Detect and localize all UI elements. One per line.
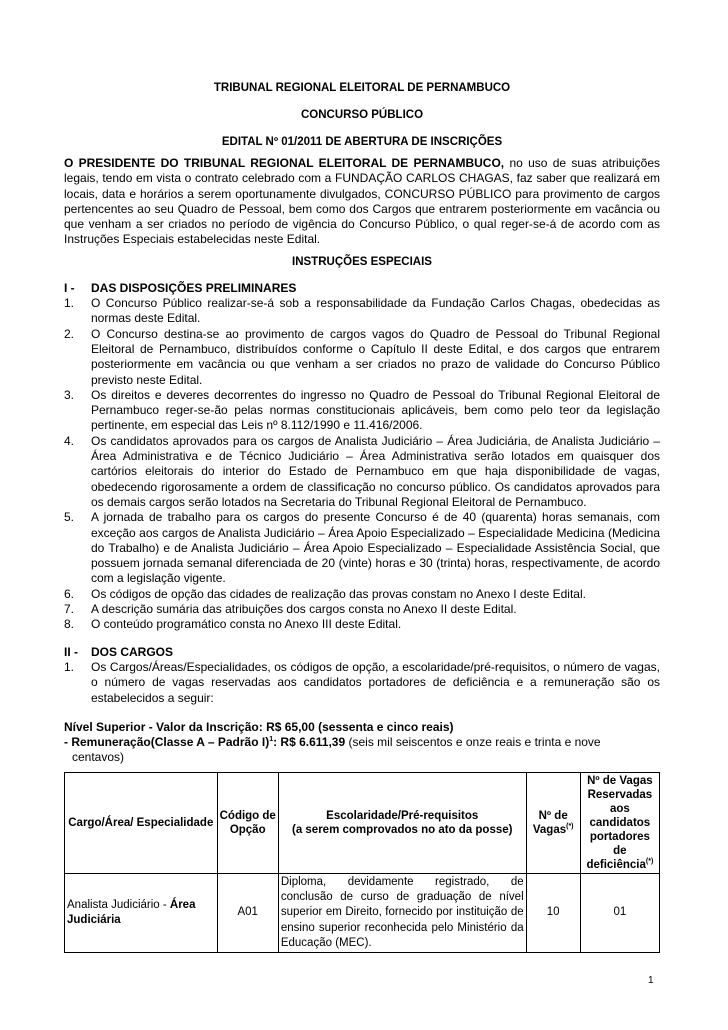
page-number: 1 — [648, 975, 654, 986]
item-number: 2. — [64, 326, 75, 341]
item-number: 7. — [64, 602, 75, 617]
header-cargo: Cargo/Área/ Especialidade — [65, 772, 218, 873]
remuneracao-text-cont: centavos) — [72, 750, 125, 765]
table-header-row — [65, 772, 660, 873]
item-text: A jornada de trabalho para os cargos do presente Concurso é de 40 (quarenta) horas semanais, com exceção aos cargos de Analista Judiciário – Área Apoio Especializado – Especialidade Medicina (Medicina do Trabalho) e de Analista Judiciário – Área Apoio Especializado – Especialidade Assistência Social, que possuem jornada semanal diferenciada de 20 (vinte) horas e 30 (trinta) horas, respectivamente, de acordo com a legislação vigente. — [91, 510, 660, 586]
list-item — [64, 510, 660, 586]
remuneracao-label: - Remuneração(Classe A – Padrão I) — [64, 735, 270, 750]
table-row — [65, 873, 660, 952]
list-item — [64, 617, 660, 632]
section-1-title — [64, 281, 660, 296]
item-number: 4. — [64, 433, 75, 448]
intro-text: no uso de suas atribuições legais, tendo em vista o contrato celebrado com a FUNDAÇÃO CARLOS CHAGAS, faz saber que realizará em locais, data e horários a serem oportunamente divulgados, CONCURSO PÚBLICO para provimento de cargos pertencentes ao seu Quadro de Pessoal, bem como dos Cargos que entrarem posteriormente em vacância ou que venham a ser criados no período de vigência do Concurso Público, o qual reger-se-á de acordo com as Instruções Especiais estabelecidas neste Edital. — [64, 156, 661, 247]
section-2-list — [64, 660, 660, 706]
item-number: 6. — [64, 586, 75, 601]
section-2-heading: DOS CARGOS — [91, 644, 174, 659]
list-item — [64, 296, 660, 327]
section-2-number: II - — [64, 644, 78, 659]
intro-paragraph — [64, 156, 660, 248]
cargo-bold: Área Judiciária — [67, 898, 196, 926]
section-2-title — [64, 645, 660, 660]
item-number: 3. — [64, 387, 75, 402]
item-text: O Concurso Público realizar-se-á sob a responsabilidade da Fundação Carlos Chagas, obedecidas as normas deste Edital. — [91, 296, 660, 326]
list-item — [64, 602, 660, 617]
nivel-superior-line: Nível Superior - Valor da Inscrição: R$ 65,00 (sessenta e cinco reais) — [64, 719, 454, 734]
cell-cargo — [65, 873, 218, 952]
section-1-number: I - — [64, 280, 75, 295]
cargos-table — [64, 772, 660, 953]
header-concurso: CONCURSO PÚBLICO — [300, 109, 424, 121]
intro-bold: O PRESIDENTE DO TRIBUNAL REGIONAL ELEITORAL DE PERNAMBUCO, — [64, 156, 505, 170]
item-number: 5. — [64, 510, 75, 525]
section-1-list — [64, 296, 660, 633]
list-item — [64, 587, 660, 602]
item-text: Os códigos de opção das cidades de realização das provas constam no Anexo I deste Edital. — [91, 586, 586, 601]
header-edital: EDITAL Nº 01/2011 DE ABERTURA DE INSCRIÇÕES — [221, 136, 503, 148]
cell-vagas: 10 — [526, 873, 580, 952]
item-number: 1. — [64, 296, 75, 311]
instructions-title: INSTRUÇÕES ESPECIAIS — [292, 255, 432, 268]
cell-escolaridade: Diploma, devidamente registrado, de conclusão de curso de graduação de nível superior em Direito, fornecido por instituição de ensino superior reconhecida pelo Ministério da Educação (MEC). — [278, 873, 526, 952]
item-text: O conteúdo programático consta no Anexo III deste Edital. — [91, 617, 402, 632]
header-reservadas-footnote: (*) — [645, 857, 654, 865]
header-reservadas-text: Nº de Vagas Reservadas aos candidatos portadores de deficiência — [586, 774, 653, 871]
item-text: Os Cargos/Áreas/Especialidades, os códigos de opção, a escolaridade/pré-requisitos, o número de vagas, o número de vagas reservadas aos candidatos portadores de deficiência e a remuneração são os estabelecidos a seguir: — [91, 659, 660, 705]
item-number: 8. — [64, 617, 75, 632]
cell-codigo: A01 — [217, 873, 278, 952]
header-vagas — [526, 772, 580, 873]
list-item — [64, 388, 660, 434]
header-reservadas — [580, 772, 659, 873]
list-item — [64, 660, 660, 706]
section-1-heading: DAS DISPOSIÇÕES PRELIMINARES — [91, 280, 297, 295]
cell-reservadas: 01 — [580, 873, 659, 952]
cargo-plain: Analista Judiciário - — [67, 898, 170, 911]
remuneracao-value: : R$ 6.611,39 — [273, 735, 346, 750]
header-codigo: Código de Opção — [217, 772, 278, 873]
header-escolaridade-note: (a serem comprovados no ato da posse) — [291, 823, 513, 836]
remuneracao-line — [64, 735, 660, 766]
header-vagas-line2: Vagas — [532, 823, 567, 836]
header-escolaridade — [278, 772, 526, 873]
list-item — [64, 434, 660, 510]
item-text: A descrição sumária das atribuições dos cargos consta no Anexo II deste Edital. — [91, 602, 517, 617]
header-vagas-line1: Nº de — [538, 809, 568, 822]
document-page — [64, 80, 660, 953]
header-tribunal: TRIBUNAL REGIONAL ELEITORAL DE PERNAMBUCO — [213, 82, 511, 94]
item-number: 1. — [64, 659, 75, 674]
item-text: Os direitos e deveres decorrentes do ingresso no Quadro de Pessoal do Tribunal Regional Eleitoral de Pernambuco reger-se-ão pelas normas constitucionais aplicáveis, bem como pelo teor da legislação pertinente, em especial das Leis nº 8.112/1990 e 11.416/2006. — [91, 387, 660, 433]
item-text: O Concurso destina-se ao provimento de cargos vagos do Quadro de Pessoal do Tribunal Regional Eleitoral de Pernambuco, distribuídos conforme o Capítulo II deste Edital, e dos cargos que entrarem posteriormente em vacância ou que venham a ser criados no prazo de validade do Concurso Público previsto neste Edital. — [91, 326, 660, 387]
header-vagas-footnote: (*) — [566, 822, 574, 830]
remuneracao-text: (seis mil seiscentos e onze reais e trinta e nove — [345, 735, 601, 750]
list-item — [64, 327, 660, 388]
item-text: Os candidatos aprovados para os cargos de Analista Judiciário – Área Judiciária, de Analista Judiciário – Área Administrativa e de Técnico Judiciário – Área Administrativa serão lotados em quaisquer dos cartórios eleitorais do interior do Estado de Pernambuco em que haja disponibilidade de vagas, obedecendo rigorosamente a ordem de classificação no concurso público. Os candidatos aprovados para os demais cargos serão lotados na Secretaria do Tribunal Regional Eleitoral de Pernambuco. — [91, 433, 660, 509]
remuneracao-footnote: 1 — [269, 736, 274, 744]
header-escolaridade-title: Escolaridade/Pré-requisitos — [326, 809, 479, 822]
